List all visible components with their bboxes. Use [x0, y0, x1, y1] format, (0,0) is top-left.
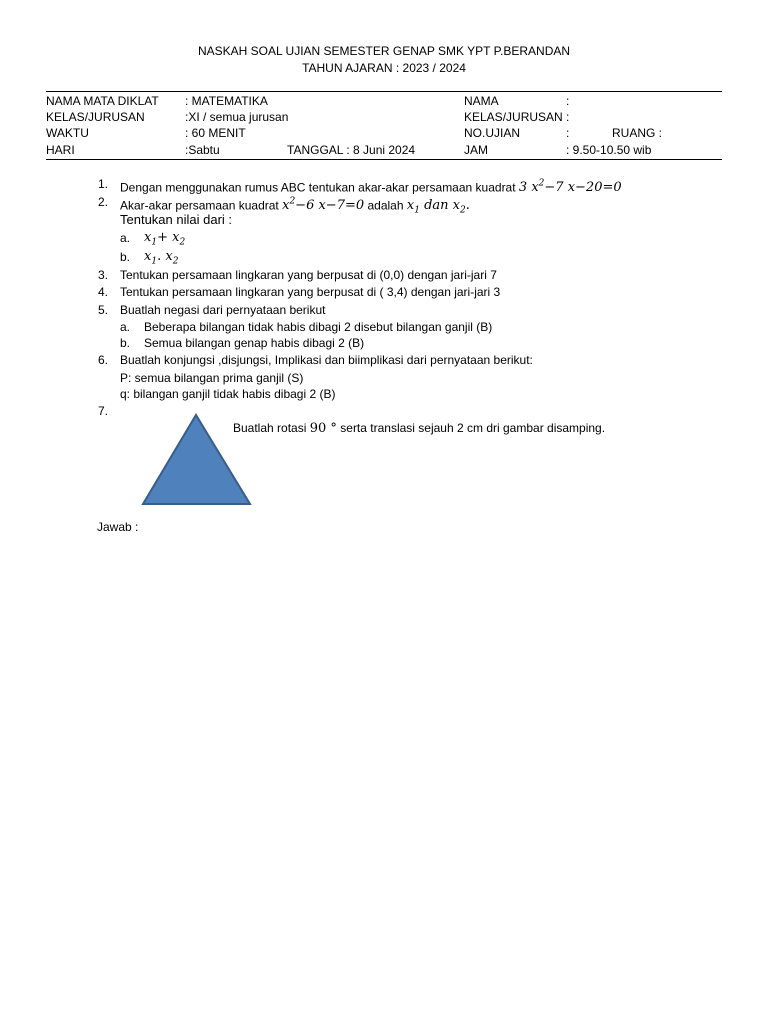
q4-text: Tentukan persamaan lingkaran yang berpusat di ( 3,4) dengan jari-jari 3 — [120, 285, 501, 299]
q2b-label: b. — [120, 250, 131, 264]
q2a-sub2: 2 — [179, 237, 186, 248]
q3-number: 3. — [98, 268, 109, 282]
q3-text: Tentukan persamaan lingkaran yang berpusat di (0,0) dengan jari-jari 7 — [120, 268, 497, 282]
hari-value: :Sabtu — [185, 143, 220, 157]
q2b-expression — [144, 249, 178, 270]
q7-degree: 90 ° — [309, 421, 337, 436]
kelas2-value: : — [566, 110, 570, 124]
header-rule-bottom — [46, 159, 722, 160]
q2-x1-sub: 1 — [414, 205, 420, 216]
q2-number: 2. — [98, 195, 109, 209]
waktu-label: WAKTU — [46, 126, 89, 140]
kelas2-label: KELAS/JURUSAN — [464, 110, 563, 124]
q2a-plus: + x — [157, 230, 180, 245]
q7-text — [233, 421, 605, 436]
q2-x2-sub: 2 — [460, 205, 466, 216]
q2-equation — [282, 198, 364, 213]
q6-number: 6. — [98, 353, 109, 367]
q2a-sub1: 1 — [151, 237, 158, 248]
mata-diklat-label: NAMA MATA DIKLAT — [46, 94, 159, 108]
academic-year: TAHUN AJARAN : 2023 / 2024 — [302, 61, 466, 75]
q1-eq-part-a: 3 x — [518, 180, 539, 196]
kelas-value: :XI / semua jurusan — [185, 110, 289, 124]
q5-number: 5. — [98, 303, 109, 317]
q2a-label: a. — [120, 231, 131, 245]
noujian-value: : — [566, 126, 570, 140]
jam-label: JAM — [464, 143, 488, 157]
q5-text: Buatlah negasi dari pernyataan berikut — [120, 303, 326, 317]
q6-text: Buatlah konjungsi ,disjungsi, Implikasi dan biimplikasi dari pernyataan berikut: — [120, 353, 533, 367]
q2-eq-part-b: −6 x−7=0 — [295, 198, 365, 214]
q2-eq-exponent: 2 — [289, 197, 296, 207]
kelas-label: KELAS/JURUSAN — [46, 110, 145, 124]
q7-number: 7. — [98, 404, 109, 418]
q7-text-a: Buatlah rotasi — [233, 421, 307, 435]
q2b-sub2: 2 — [172, 256, 179, 267]
q4-number: 4. — [98, 285, 109, 299]
q2-dan: dan x — [424, 198, 461, 214]
ruang-label: RUANG : — [612, 126, 663, 140]
q2-roots — [406, 198, 470, 216]
q5a-text: Beberapa bilangan tidak habis dibagi 2 disebut bilangan ganjil (B) — [144, 320, 493, 334]
q7-text-b: serta translasi sejauh 2 cm dri gambar disamping. — [340, 421, 606, 435]
q2b-dot: . x — [157, 249, 173, 264]
waktu-value: : 60 MENIT — [185, 126, 246, 140]
q1-eq-part-b: −7 x−20=0 — [544, 180, 622, 196]
q6-statement-p: P: semua bilangan prima ganjil (S) — [120, 371, 304, 385]
q2b-x: x — [144, 249, 152, 264]
q2-adalah: adalah — [367, 198, 404, 213]
q5a-label: a. — [120, 320, 131, 334]
q2-tentukan: Tentukan nilai dari : — [120, 212, 233, 227]
q2-prompt: Akar-akar persamaan kuadrat — [120, 198, 279, 213]
header-rule-top — [46, 91, 722, 92]
q1-number: 1. — [98, 177, 109, 191]
hari-label: HARI — [46, 143, 75, 157]
nama-label: NAMA — [464, 94, 499, 108]
answer-label: Jawab : — [97, 520, 139, 534]
noujian-label: NO.UJIAN — [464, 126, 521, 140]
q2-eq-part-a: x — [282, 198, 290, 214]
q6-statement-q: q: bilangan ganjil tidak habis dibagi 2 (B) — [120, 387, 336, 401]
exam-title: NASKAH SOAL UJIAN SEMESTER GENAP SMK YPT P.BERANDAN — [197, 44, 571, 58]
q2-period: . — [465, 198, 470, 214]
q1-equation — [519, 180, 622, 195]
q1-prompt: Dengan menggunakan rumus ABC tentukan akar-akar persamaan kuadrat — [120, 180, 516, 195]
q2-x1: x — [406, 198, 415, 214]
q5b-label: b. — [120, 336, 131, 350]
q2a-expression — [144, 230, 185, 251]
q1-eq-exponent: 2 — [538, 179, 545, 189]
q2a-x: x — [144, 230, 152, 245]
mata-diklat-value: : MATEMATIKA — [185, 94, 268, 108]
tanggal-value: TANGGAL : 8 Juni 2024 — [287, 143, 416, 157]
nama-value: : — [566, 94, 570, 108]
q2b-sub1: 1 — [151, 256, 158, 267]
q5b-text: Semua bilangan genap habis dibagi 2 (B) — [144, 336, 365, 350]
jam-value: : 9.50-10.50 wib — [566, 143, 652, 157]
q1-text — [120, 177, 622, 195]
